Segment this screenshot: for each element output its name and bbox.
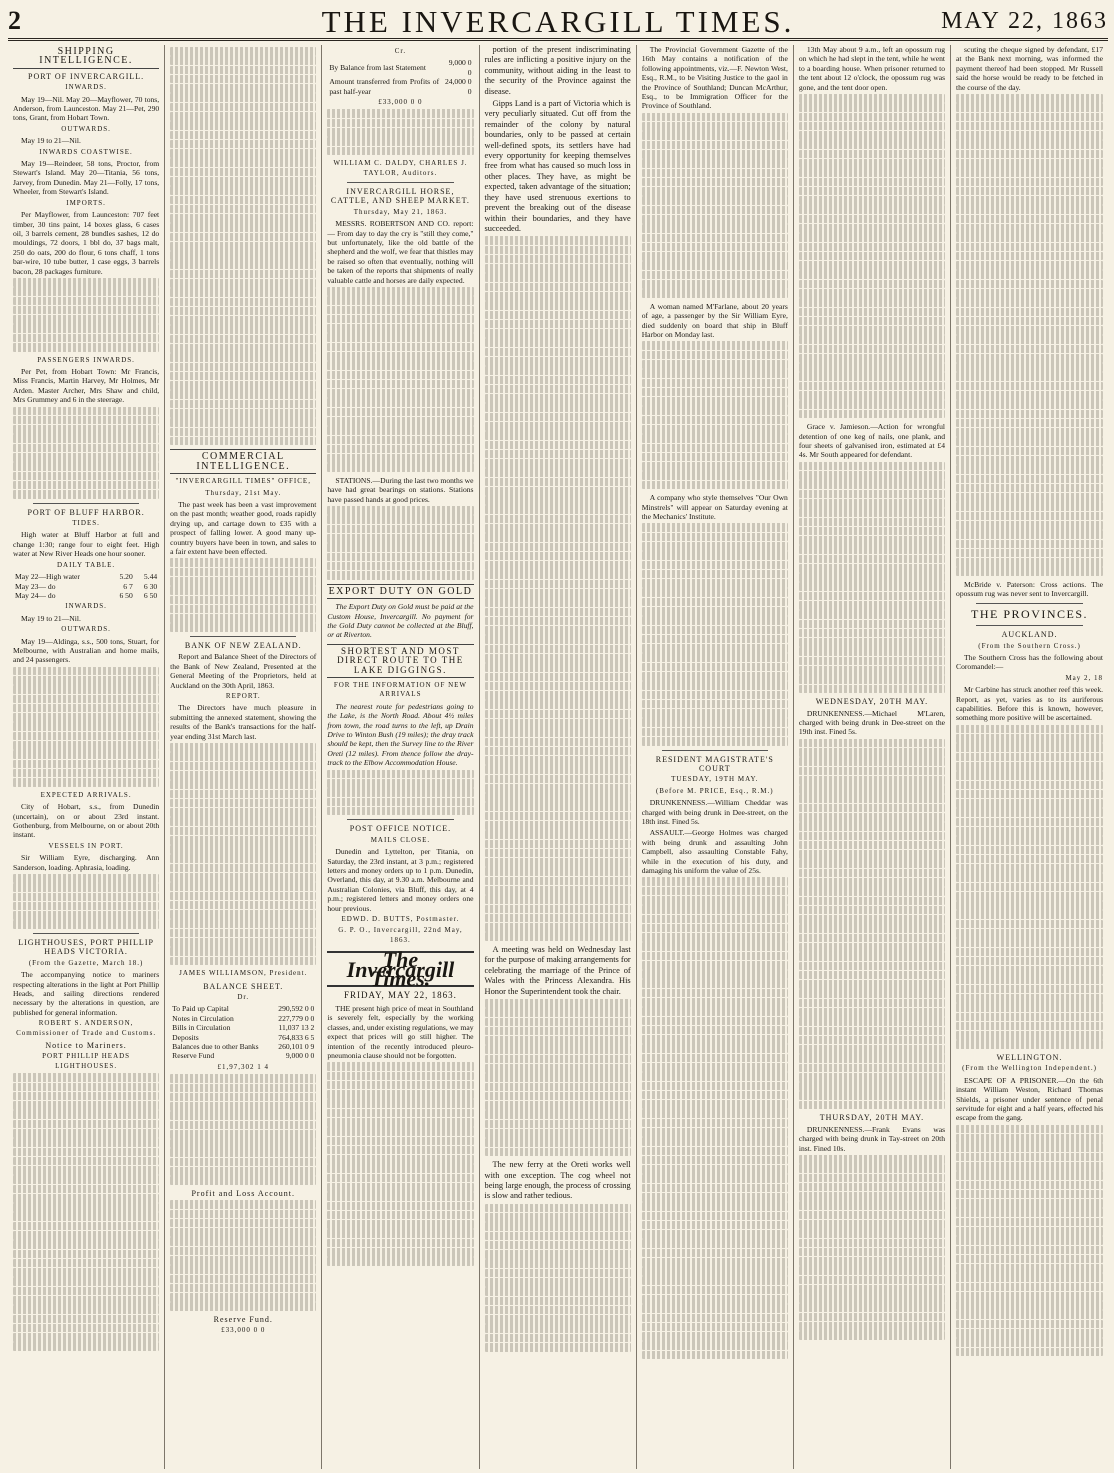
table-cell-pm: 5.44 [143,572,158,582]
paragraph: STATIONS.—During the last two months we have had great bearings on stations. Stations have passed hands at good prices. [327,475,474,504]
table-cell-label: Reserve Fund [172,1051,215,1061]
paragraph: Per Pet, from Hobart Town: Mr Francis, Miss Francis, Martin Harvey, Mr Holmes, Mr Arden. Master Archer, Mrs Shaw and child, Mrs Grummey and 6 in the steerage. [13,366,160,405]
dateline: Thursday, 21st May. [205,488,282,497]
table-cell-value: 764,833 6 5 [278,1032,315,1042]
text-block [327,287,473,472]
text-block [799,1155,945,1340]
table-cell-label: Notes in Circulation [172,1013,234,1023]
source-line: (From the Wellington Independent.) [962,1064,1097,1073]
text-block [327,506,473,580]
dateline: Thursday, May 21, 1863. [353,207,448,216]
sub-heading: PORT OF BLUFF HARBOR. [27,507,145,517]
table-cell-day: May 22—High water [15,572,80,582]
paragraph: The Directors have much pleasure in submitting the annexed statement, showing the results of the Bank's transactions for the half-year ending 31st March last. [170,703,317,741]
paragraph: May 19 to 21—Nil. [21,613,81,623]
issue-date: MAY 22, 1863 [941,8,1108,34]
auditors: WILLIAM C. DALDY, CHARLES J. TAYLOR, Auditors. [333,159,468,177]
text-block [485,1204,631,1352]
paragraph: Gipps Land is a part of Victoria which is very peculiarly situated. Cut off from the remainder of the colony by natural boundaries, only to be passed at certain well-defined spots, its settlers have had every opportunity for keeping themselves free from what has caused so much loss in other places. They have, as might be expected, taken advantage of the situation; they have used strenuous exertions to prevent the breaking out of the disease within their boundaries, and they have succeeded. [484,99,631,233]
credit-total: £33,000 0 0 [378,98,423,107]
dateline: G. P. O., Invercargill, 22nd May, 1863. [338,926,463,944]
table-row [170,1004,316,1013]
table-cell-value: 24,000 0 0 [444,77,472,96]
paragraph: A woman named M'Farlane, about 20 years of age, a passenger by the Sir William Eyre, died suddenly on board that ship in Bluff Harbor on Monday last. [641,301,788,339]
paragraph: High water at Bluff Harbor at full and change 1:30; range four to eight feet. High water at New River Heads one hour sooner. [13,530,160,559]
section-heading: EXPORT DUTY ON GOLD [327,584,473,599]
paragraph: DRUNKENNESS.—Frank Evans was charged with being drunk in Tay-street on 20th inst. Fined 10s. [798,1124,946,1153]
text-block [642,877,788,1359]
paragraph: A company who style themselves "Our Own Minstrels" will appear on Saturday evening at the Mechanics' Institute. [641,493,788,522]
label: TIDES. [72,519,100,528]
paragraph: The Provincial Government Gazette of the 16th May contains a notification of the following appointments, viz.—F. Newton West, Esq., R.M., to be Visiting Justice to the gaol in the Province of Southland; Duncan McArthur, Esq., to be Immigration Officer for the Province of Southland. [641,45,788,111]
table-row [170,1033,316,1042]
table-row [170,1014,316,1023]
sub-heading: BANK OF NEW ZEALAND. [184,641,302,651]
signatory: JAMES WILLIAMSON, President. [179,969,308,978]
section-heading: THE PROVINCES. [971,606,1089,621]
masthead [8,4,1108,41]
label: INWARDS. [65,83,107,92]
reserve-total: £33,000 0 0 [221,1326,266,1335]
paragraph: Mr Carbine has struck another reef this week. Report, as yet, varies as to its auriferous capabilities. Before this is known, however, something more positive will be ascertained. [956,685,1104,723]
paragraph: The Southern Cross has the following about Coromandel:— [956,653,1104,672]
balance-total: £1,97,302 1 4 [217,1062,269,1071]
paragraph: Report and Balance Sheet of the Directors of the Bank of New Zealand, Presented at the General Meeting of the Proprietors, held at Auckland on the 30th April, 1863. [170,652,317,690]
tide-table [13,572,159,600]
paragraph: McBride v. Paterson: Cross actions. The opossum rug was never sent to Invercargill. [956,579,1104,599]
table-cell-value: 11,037 13 2 [278,1023,315,1033]
sub-heading: POST OFFICE NOTICE. [349,824,452,834]
table-cell-am: 6 7 [123,581,133,591]
sub-heading: THURSDAY, 20TH MAY. [819,1113,925,1123]
paragraph: The new ferry at the Oreti works well with one exception. The cog wheel not being large enough, the process of crossing is slow and rather tedious. [484,1160,631,1201]
paragraph: City of Hobart, s.s., from Dunedin (uncertain), on or about 23rd instant. Gothenburg, from Melbourne, on or about 20th instant. [13,802,160,840]
column-2 [165,45,322,1469]
table-cell-value: 260,101 0 9 [278,1042,315,1051]
table-cell-label: Balances due to other Banks [172,1042,259,1051]
paragraph: Sir William Eyre, discharging. Ann Sanderson, loading. Aphrasia, loading. [13,853,160,872]
text-block [485,236,631,941]
table-cell-value: 290,592 0 0 [278,1004,315,1014]
table-cell-value: 9,000 0 0 [448,58,472,77]
office-line: "INVERCARGILL TIMES" OFFICE, [175,477,311,486]
table-row [13,591,159,600]
paragraph: portion of the present indiscriminating rules are inflicting a positive injury on the community, without aiding in the least to the security of the Province against the disease. [484,45,631,96]
label: VESSELS IN PORT. [48,841,124,850]
paragraph: The past week has been a vast improvement on the past month; weather good, roads rapidly drying up, and cartage down to £35 with a prospect of falling lower. A good many up-country buyers have been in town, and sales to a fair extent have been effected. [170,500,317,557]
section-heading: SHORTEST AND MOST DIRECT ROUTE TO THE LAKE DIGGINGS. [327,644,473,678]
table-row [170,1051,316,1060]
table-cell-day: May 24— do [15,590,56,600]
paragraph: scuting the cheque signed by defendant, £17 at the Bank next morning, was informed the payment thereof had been stopped. Mr Russell said the horse would be ready to be fetched in the course of the day. [956,45,1104,92]
text-block [13,667,159,787]
column-7 [951,45,1108,1469]
paragraph: Dunedin and Lyttelton, per Titania, on Saturday, the 23rd instant, at 3 p.m.; registered letters and money orders up to 1 p.m. Dunedin, Overland, this day, at 9.30 a.m. Melbourne and Australian Colonies, via Bluff, this day, at 4 p.m.; registered letters and money orders one hour previous. [327,847,474,913]
label: Cr. [394,47,407,55]
label: DAILY TABLE. [56,560,116,569]
dateline: May 2, 18 [1065,673,1104,682]
text-block [799,94,945,418]
text-block [642,113,788,298]
section-heading: SHIPPING INTELLIGENCE. [13,45,159,69]
sub-heading: WELLINGTON. [996,1053,1063,1062]
dateline: TUESDAY, 19TH MAY. [671,775,759,784]
label: MAILS CLOSE. [370,835,431,844]
table-cell-label: Bills in Circulation [172,1023,231,1033]
paragraph: The Export Duty on Gold must be paid at the Custom House, Invercargill. No payment for the Gold Duty cannot be collected at the Bluff, or at Riverton. [327,602,474,640]
paragraph: Per Mayflower, from Launceston: 707 feet timber, 30 tins paint, 14 boxes glass, 6 cases oil, 3 barrels cement, 28 bundles sashes, 12 do mouldings, 72 doors, 1 bbl do, 37 bags malt, 250 do oats, 200 do flour, 6 tons chaff, 1 tons bar-wire, 10 tube butter, 1 case eggs, 3 barrels bacon, 28 packages furniture. [13,210,160,276]
table-cell-label: By Balance from last Statement [329,63,426,73]
text-block [170,743,316,965]
sub-heading: Notice to Mariners. [45,1041,127,1051]
label: OUTWARDS. [61,625,111,634]
source-line: (From the Southern Cross.) [978,641,1081,650]
label: INWARDS COASTWISE. [39,147,133,156]
table-cell-label: Amount transferred from Profits of past half-year [329,77,440,96]
columns [8,45,1108,1469]
signatory: ROBERT S. ANDERSON, Commissioner of Trade and Customs. [16,1019,157,1037]
sub-heading: WEDNESDAY, 20TH MAY. [815,697,929,707]
text-block [327,109,473,155]
table-row [170,1042,316,1051]
sub-heading: AUCKLAND. [1001,630,1058,640]
paragraph: May 19—Nil. May 20—Mayflower, 70 tons, Anderson, from Launceston. May 21—Pet, 290 tons, Grant, from Hobart Town. [13,94,160,123]
paragraph: 13th May about 9 a.m., left an opossum rug on which he had slept in the tent, while he went to a boarding house. When prisoner returned to the tent about 12 o'clock, the opossum rug was gone, and the tent door open. [798,45,946,92]
table-cell-day: May 23— do [15,581,56,591]
paragraph: May 19—Aldinga, s.s., 500 tons, Stuart, for Melbourne, with Australian and home mails, and 24 passengers. [13,636,160,665]
table-row [13,582,159,591]
table-row [327,77,473,96]
text-block [13,874,159,929]
paragraph: ASSAULT.—George Holmes was charged with being drunk and assaulting John Campbell, also assaulting Constable Fahy, while in the execution of his duty, and damaging his uniform the value of 25s. [641,828,788,875]
source-line: (From the Gazette, March 18.) [28,958,144,967]
paragraph: DRUNKENNESS.—Michael M'Laren, charged with being drunk in Dee-street on the 19th inst. Fined 5s. [798,708,946,737]
text-block [13,407,159,499]
sub-heading: BALANCE SHEET. [203,981,284,991]
text-block [13,1073,159,1351]
paragraph: THE present high price of meat in Southland is severely felt, especially by the working classes, and, under existing regulations, we may expect that prices will go still higher. The intention of the recently introduced pleuro-pneumonia clause should not be forgotten. [327,1003,474,1060]
text-block [956,725,1103,1049]
label: INWARDS. [65,602,107,611]
table-row [170,1023,316,1032]
credit-table [327,58,473,96]
signatory: EDWD. D. BUTTS, Postmaster. [341,915,460,924]
label: PORT PHILLIP HEADS LIGHTHOUSES. [42,1052,131,1070]
paragraph: MESSRS. ROBERTSON AND CO. report:— From day to day the cry is "still they come," but unfortunately, like the old battle of the shepherd and the wolf, we fear that thistles may be raised so often that eventually, nothing will be taken of the reports that shipments of really valuable cattle and horses are daily expected. [327,219,474,285]
paragraph: May 19 to 21—Nil. [21,136,81,146]
text-block [13,278,159,352]
text-block [956,1125,1103,1356]
table-cell-am: 6 50 [119,590,133,600]
table-cell-pm: 6 30 [143,581,158,591]
table-cell-am: 5.20 [119,572,133,582]
label: EXPECTED ARRIVALS. [40,790,132,799]
paragraph: A meeting was held on Wednesday last for the purpose of making arrangements for celebrating the marriage of the Prince of Wales with the Princess Alexandra. His Honor the Superintendent took the chair. [484,945,631,996]
label: Dr. [237,992,250,1001]
sub-heading: LIGHTHOUSES, PORT PHILLIP HEADS VICTORIA. [18,937,154,957]
label: (Before M. PRICE, Esq., R.M.) [655,786,774,795]
text-block [956,94,1103,576]
label: REPORT. [225,692,261,701]
label: IMPORTS. [66,198,106,207]
balance-table [170,1004,316,1060]
sub-heading: INVERCARGILL HORSE, CATTLE, AND SHEEP MARKET. [330,186,470,206]
label: OUTWARDS. [61,124,111,133]
table-cell-pm: 6 50 [143,590,158,600]
text-block [170,1200,316,1311]
paragraph: Grace v. Jamieson.—Action for wrongful detention of one keg of nails, one plank, and four sheets of galvanised iron, estimated at £4 4s. Mr South appeared for defendant. [798,422,946,460]
sub-heading: RESIDENT MAGISTRATE'S COURT [655,754,774,773]
table-row [13,572,159,581]
column-5 [637,45,794,1469]
label: FOR THE INFORMATION OF NEW ARRIVALS [333,681,468,699]
paragraph: The nearest route for pedestrians going to the Lake, is the North Road. About 4½ miles from town, the road turns to the left, up Drain Drive to Winton Bush (19 miles); the dray track should be kept, then the Survey line to the River Oreti (12 miles). From thence follow the dray-track to the Elbow Accommodation House. [327,701,474,768]
text-block [170,1074,316,1185]
column-1 [8,45,165,1469]
section-heading: COMMERCIAL INTELLIGENCE. [170,449,316,474]
text-block [327,770,473,816]
paragraph: ESCAPE OF A PRISONER.—On the 6th instant William Weston, Richard Thomas Shields, a prisoner under sentence of penal servitude for eight and a half years, effected his escape from the gang. [956,1075,1104,1123]
text-block [642,341,788,489]
text-block [170,558,316,632]
table-row [327,58,473,77]
table-cell-value: 227,779 0 0 [278,1013,315,1023]
page-number: 2 [8,6,21,35]
text-block [799,739,945,1110]
table-cell-value: 9,000 0 0 [285,1051,315,1061]
text-block [170,47,316,445]
paragraph: DRUNKENNESS.—William Cheddar was charged with being drunk in Dee-street, on the 18th inst. Fined 5s. [641,798,788,826]
newspaper-title: THE INVERCARGILL TIMES. [321,4,795,39]
text-block [327,1062,473,1266]
text-block [799,462,945,693]
column-3 [322,45,479,1469]
sub-heading: Profit and Loss Account. [191,1188,296,1198]
table-cell-label: Deposits [172,1032,199,1042]
column-4 [480,45,637,1469]
table-cell-label: To Paid up Capital [172,1004,229,1014]
text-block [642,523,788,745]
paragraph: The accompanying notice to mariners respecting alterations in the light at Port Phillip Heads, and sailing directions rendered necessary by the alterations in question, are published for general information. [13,970,160,1017]
text-block [485,999,631,1156]
paragraph: May 19—Reindeer, 58 tons, Proctor, from Stewart's Island. May 20—Titania, 56 tons, Jarvey, from Dunedin. May 21—Folly, 17 tons, Wheeler, from Stewart's Island. [13,159,160,197]
label: PASSENGERS INWARDS. [37,355,135,364]
column-6 [794,45,951,1469]
sub-heading: PORT OF INVERCARGILL. [28,71,145,81]
leader-date: FRIDAY, MAY 22, 1863. [344,990,457,1001]
sub-heading: Reserve Fund. [213,1315,273,1324]
editorial-nameplate: The Invercargill Times. [327,951,473,987]
